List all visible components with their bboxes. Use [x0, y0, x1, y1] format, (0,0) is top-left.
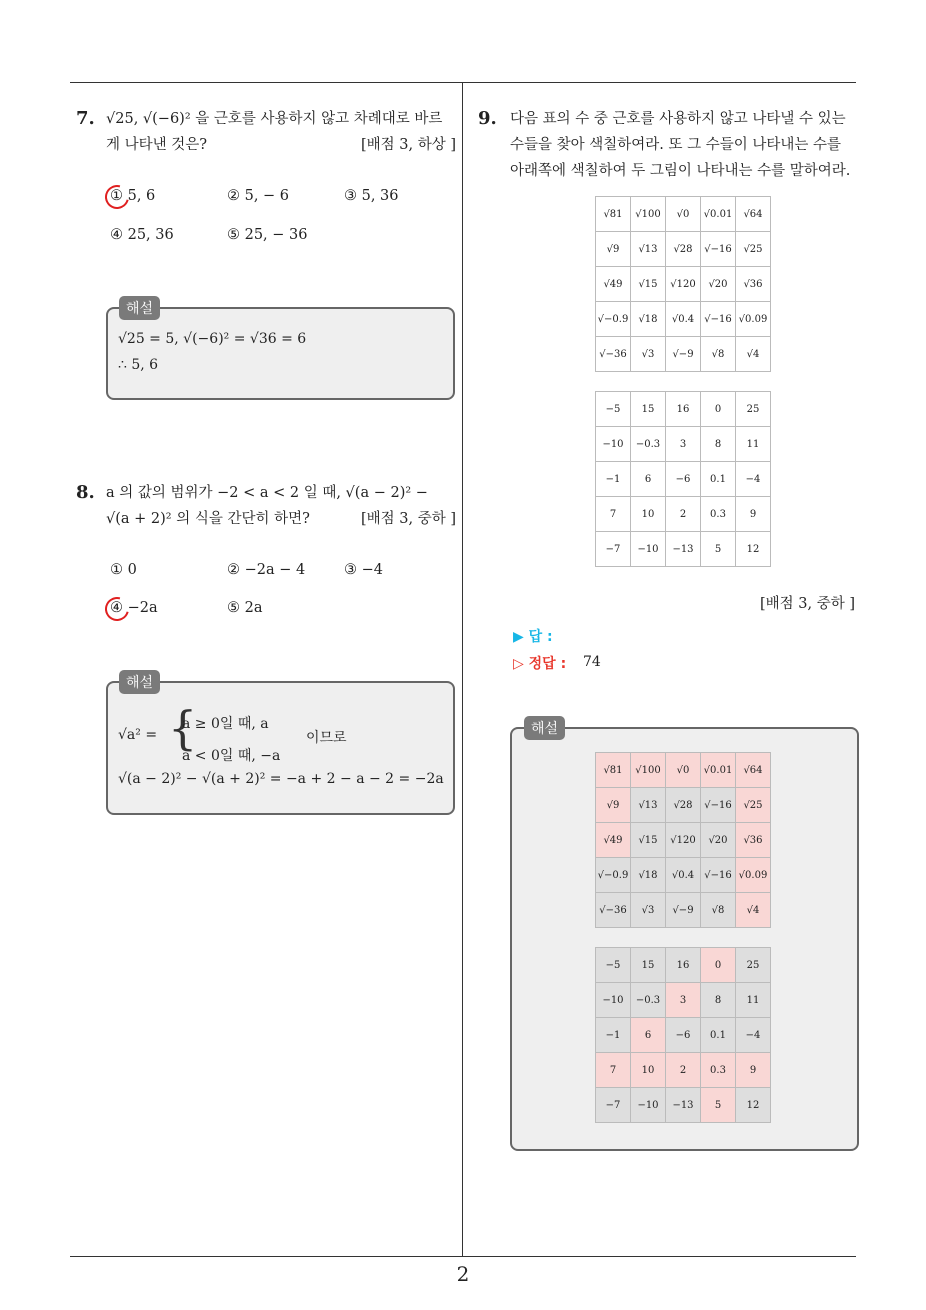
- table-cell: √4: [736, 893, 771, 928]
- table-cell: √49: [596, 823, 631, 858]
- table-cell: √−36: [596, 893, 631, 928]
- table-cell: −5: [596, 392, 631, 427]
- table-cell: 16: [666, 392, 701, 427]
- table-cell: −1: [596, 1018, 631, 1053]
- table-row: [596, 983, 771, 1018]
- q8-solution-case1: a ≥ 0일 때, a: [182, 716, 269, 732]
- table-cell: 0: [701, 948, 736, 983]
- q7-line1: √25, √(−6)² 을 근호를 사용하지 않고 차례대로 바르: [106, 111, 443, 127]
- q9-line1: 다음 표의 수 중 근호를 사용하지 않고 나타낼 수 있는: [510, 111, 846, 127]
- page-number: 2: [456, 1262, 470, 1286]
- table-cell: 25: [736, 948, 771, 983]
- table-cell: √9: [596, 788, 631, 823]
- q9-solution-number-table: [595, 947, 771, 1123]
- table-cell: 25: [736, 392, 771, 427]
- q8-solution-tail: 이므로: [306, 730, 347, 746]
- table-cell: 0.3: [701, 1053, 736, 1088]
- table-cell: √28: [666, 232, 701, 267]
- table-cell: 15: [631, 392, 666, 427]
- table-cell: −6: [666, 462, 701, 497]
- table-cell: √49: [596, 267, 631, 302]
- table-cell: √−36: [596, 337, 631, 372]
- table-row: [596, 427, 771, 462]
- table-cell: √0.01: [701, 753, 736, 788]
- table-cell: √−0.9: [596, 302, 631, 337]
- table-cell: √18: [631, 858, 666, 893]
- q8-solution-case2: a < 0일 때, −a: [182, 748, 281, 764]
- q8-line1: a 의 값의 범위가 −2 < a < 2 일 때, √(a − 2)² −: [106, 485, 428, 501]
- table-cell: 8: [701, 983, 736, 1018]
- table-cell: √0: [666, 197, 701, 232]
- table-cell: 10: [631, 497, 666, 532]
- table-cell: 5: [701, 532, 736, 567]
- table-cell: √100: [631, 753, 666, 788]
- table-row: [596, 337, 771, 372]
- q9-number-table: [595, 391, 771, 567]
- table-cell: −7: [596, 532, 631, 567]
- table-cell: 9: [736, 1053, 771, 1088]
- table-row: [596, 823, 771, 858]
- table-cell: √0.09: [736, 858, 771, 893]
- q8-brace: {: [168, 701, 198, 755]
- q7-solution-tag: 해설: [119, 296, 160, 320]
- q9-correct-value: 74: [583, 654, 601, 670]
- q8-option-4[interactable]: ④ −2a: [110, 600, 158, 616]
- table-cell: 2: [666, 1053, 701, 1088]
- table-cell: √−9: [666, 893, 701, 928]
- table-cell: √100: [631, 197, 666, 232]
- q8-number: 8.: [76, 482, 95, 503]
- q9-number: 9.: [478, 108, 497, 129]
- table-cell: √4: [736, 337, 771, 372]
- table-cell: √13: [631, 232, 666, 267]
- table-cell: √−16: [701, 858, 736, 893]
- q7-solution-box: [106, 307, 455, 400]
- q8-solution-box: [106, 681, 455, 815]
- table-cell: −0.3: [631, 427, 666, 462]
- q8-solution-tag: 해설: [119, 670, 160, 694]
- table-cell: √−9: [666, 337, 701, 372]
- table-cell: −6: [666, 1018, 701, 1053]
- table-cell: √64: [736, 753, 771, 788]
- q8-option-2[interactable]: ② −2a − 4: [227, 562, 306, 578]
- table-cell: −7: [596, 1088, 631, 1123]
- table-cell: 8: [701, 427, 736, 462]
- table-cell: √0.09: [736, 302, 771, 337]
- table-cell: 11: [736, 983, 771, 1018]
- q9-correct-label: ▷ 정답 :: [513, 656, 567, 672]
- table-cell: √15: [631, 823, 666, 858]
- table-row: [596, 497, 771, 532]
- table-row: [596, 1088, 771, 1123]
- table-row: [596, 948, 771, 983]
- table-cell: √3: [631, 337, 666, 372]
- table-cell: √120: [666, 267, 701, 302]
- q9-line2: 수들을 찾아 색칠하여라. 또 그 수들이 나타내는 수를: [510, 137, 842, 153]
- table-cell: −4: [736, 462, 771, 497]
- table-cell: √25: [736, 788, 771, 823]
- q8-line2-row: [106, 506, 456, 532]
- table-cell: 0: [701, 392, 736, 427]
- table-cell: √0.4: [666, 302, 701, 337]
- q7-solution-line1: √25 = 5, √(−6)² = √36 = 6: [118, 331, 307, 347]
- table-row: [596, 788, 771, 823]
- table-cell: −5: [596, 948, 631, 983]
- q9-answer-label: ▶ 답 :: [513, 629, 553, 645]
- table-cell: √20: [701, 267, 736, 302]
- q7-option-4[interactable]: ④ 25, 36: [110, 227, 174, 243]
- table-cell: −4: [736, 1018, 771, 1053]
- table-row: [596, 893, 771, 928]
- table-row: [596, 267, 771, 302]
- q7-option-1[interactable]: ① 5, 6: [110, 188, 156, 204]
- table-cell: 0.3: [701, 497, 736, 532]
- table-cell: √0: [666, 753, 701, 788]
- table-cell: √36: [736, 267, 771, 302]
- table-cell: √25: [736, 232, 771, 267]
- q7-line2: 게 나타낸 것은?: [106, 137, 208, 153]
- table-cell: 6: [631, 462, 666, 497]
- table-cell: √8: [701, 893, 736, 928]
- q8-score: [배점 3, 중하 ]: [360, 511, 456, 527]
- table-cell: 6: [631, 1018, 666, 1053]
- table-cell: 15: [631, 948, 666, 983]
- table-cell: √9: [596, 232, 631, 267]
- bottom-rule: [70, 1256, 856, 1257]
- q7-text: [106, 106, 456, 158]
- table-cell: √81: [596, 753, 631, 788]
- q7-option-5[interactable]: ⑤ 25, − 36: [227, 227, 308, 243]
- table-cell: √18: [631, 302, 666, 337]
- q9-solution-tag: 해설: [524, 716, 565, 740]
- table-cell: √64: [736, 197, 771, 232]
- q7-option-3[interactable]: ③ 5, 36: [344, 188, 399, 204]
- table-cell: √−16: [701, 302, 736, 337]
- table-row: [596, 1053, 771, 1088]
- table-row: [596, 753, 771, 788]
- top-rule: [70, 82, 856, 83]
- table-row: [596, 462, 771, 497]
- table-cell: 5: [701, 1088, 736, 1123]
- q8-text: [106, 480, 456, 532]
- q9-line3: 아래쪽에 색칠하여 두 그림이 나타내는 수를 말하여라.: [510, 163, 851, 179]
- table-cell: √20: [701, 823, 736, 858]
- table-cell: −10: [596, 983, 631, 1018]
- table-cell: 12: [736, 1088, 771, 1123]
- table-cell: −13: [666, 532, 701, 567]
- table-cell: √0.4: [666, 858, 701, 893]
- q9-solution-radical-table: [595, 752, 771, 928]
- table-cell: 11: [736, 427, 771, 462]
- table-cell: 7: [596, 497, 631, 532]
- table-cell: −10: [596, 427, 631, 462]
- q8-option-5[interactable]: ⑤ 2a: [227, 600, 263, 616]
- table-cell: √−0.9: [596, 858, 631, 893]
- q8-line2: √(a + 2)² 의 식을 간단히 하면?: [106, 511, 310, 527]
- q9-text: [510, 106, 860, 184]
- table-row: [596, 1018, 771, 1053]
- table-cell: 7: [596, 1053, 631, 1088]
- table-row: [596, 532, 771, 567]
- table-cell: √81: [596, 197, 631, 232]
- table-cell: 2: [666, 497, 701, 532]
- table-cell: −10: [631, 1088, 666, 1123]
- q9-score: [배점 3, 중하 ]: [760, 596, 856, 612]
- table-cell: √28: [666, 788, 701, 823]
- table-row: [596, 858, 771, 893]
- table-row: [596, 302, 771, 337]
- q7-solution-line2: ∴ 5, 6: [118, 357, 159, 373]
- table-cell: −10: [631, 532, 666, 567]
- table-cell: √3: [631, 893, 666, 928]
- table-cell: 0.1: [701, 1018, 736, 1053]
- table-cell: 9: [736, 497, 771, 532]
- q8-option-1[interactable]: ① 0: [110, 562, 137, 578]
- table-row: [596, 197, 771, 232]
- table-cell: 0.1: [701, 462, 736, 497]
- table-cell: 10: [631, 1053, 666, 1088]
- column-divider: [462, 83, 463, 1257]
- table-cell: 12: [736, 532, 771, 567]
- q8-solution-lhs: √a² =: [118, 727, 158, 743]
- table-row: [596, 232, 771, 267]
- q7-line2-row: [106, 132, 456, 158]
- table-cell: 3: [666, 983, 701, 1018]
- table-cell: √8: [701, 337, 736, 372]
- table-cell: 3: [666, 427, 701, 462]
- table-cell: −1: [596, 462, 631, 497]
- q7-score: [배점 3, 하상 ]: [360, 137, 456, 153]
- q8-solution-line3: √(a − 2)² − √(a + 2)² = −a + 2 − a − 2 = −2a: [118, 771, 444, 787]
- table-cell: √13: [631, 788, 666, 823]
- table-cell: √−16: [701, 788, 736, 823]
- q7-number: 7.: [76, 108, 95, 129]
- table-cell: √15: [631, 267, 666, 302]
- table-row: [596, 392, 771, 427]
- q8-option-3[interactable]: ③ −4: [344, 562, 383, 578]
- table-cell: √−16: [701, 232, 736, 267]
- table-cell: √0.01: [701, 197, 736, 232]
- table-cell: √120: [666, 823, 701, 858]
- q9-radical-table: [595, 196, 771, 372]
- table-cell: √36: [736, 823, 771, 858]
- table-cell: −0.3: [631, 983, 666, 1018]
- table-cell: 16: [666, 948, 701, 983]
- table-cell: −13: [666, 1088, 701, 1123]
- q7-option-2[interactable]: ② 5, − 6: [227, 188, 290, 204]
